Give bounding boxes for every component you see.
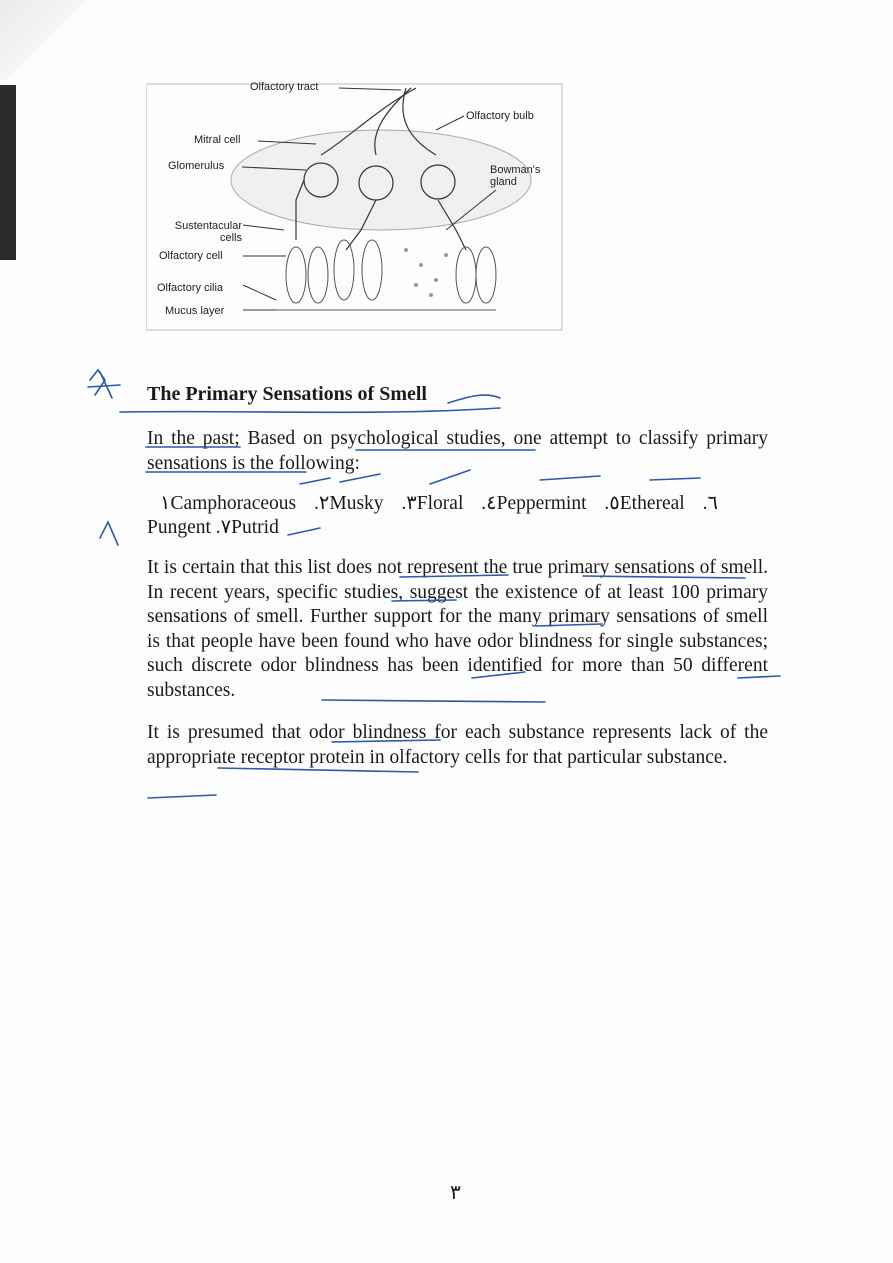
- label-mitral-cell: Mitral cell: [194, 134, 241, 146]
- list-item: .٥Ethereal: [604, 493, 685, 514]
- label-sustentacular-cells: Sustentacular cells: [174, 220, 242, 244]
- label-mucus-layer: Mucus layer: [165, 305, 225, 317]
- list-item: Pungent: [147, 517, 211, 538]
- paragraph-2: It is presumed that odor blindness for each substance represents lack of the appropriate receptor protein in olfactory cells for that particular substance.: [147, 722, 768, 768]
- heading-underline: [120, 408, 500, 412]
- list-item: .٢Musky: [314, 493, 384, 514]
- olfactory-figure: [146, 80, 566, 332]
- list-item: .٦: [702, 493, 718, 514]
- list-item: .٧Putrid: [215, 517, 279, 538]
- intro-paragraph: In the past; Based on psychological studies, one attempt to classify primary sensations is the following:: [147, 428, 768, 474]
- page-fold: [0, 0, 90, 80]
- margin-mark-icon: [88, 370, 120, 398]
- page-number: ٣: [450, 1182, 461, 1204]
- paragraph-1: It is certain that this list does not represent the true primary sensations of smell. In recent years, specific studies, suggest the existence of at least 100 primary sensations of smell. Further support for the many primary sensations of smell is that people have been found who have odor blindness for single substances; such discrete odor blindness has been identified for more than 50 different substances.: [147, 557, 768, 701]
- section-heading: The Primary Sensations of Smell: [147, 383, 427, 405]
- primary-sensations-list: [160, 491, 731, 515]
- label-glomerulus: Glomerulus: [168, 160, 225, 172]
- page-edge-shadow: [0, 85, 16, 260]
- label-bowmans-gland: Bowman's gland: [490, 164, 541, 188]
- label-olfactory-cilia: Olfactory cilia: [157, 282, 224, 294]
- list-item: ١Camphoraceous: [160, 493, 297, 514]
- label-olfactory-tract: Olfactory tract: [250, 81, 319, 93]
- primary-sensations-list-continued: [147, 515, 279, 539]
- label-olfactory-bulb: Olfactory bulb: [466, 110, 534, 122]
- list-item: .٣Floral: [401, 493, 464, 514]
- list-item: .٤Peppermint: [481, 493, 587, 514]
- label-olfactory-cell: Olfactory cell: [159, 250, 223, 262]
